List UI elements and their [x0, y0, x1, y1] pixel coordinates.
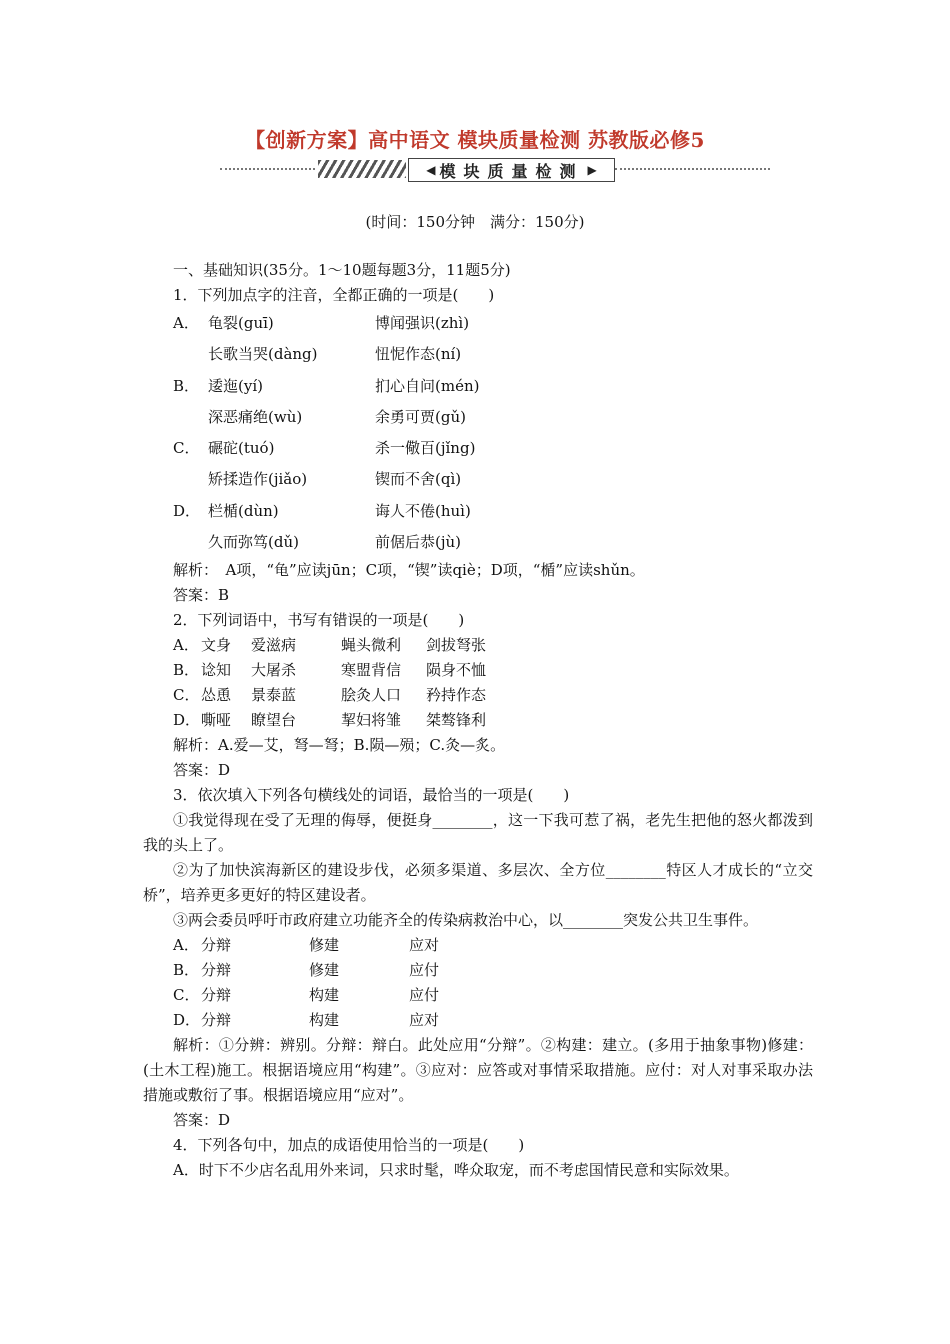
q3-option-a — [143, 933, 813, 958]
q3-word: 修建 — [309, 936, 340, 955]
q4-option-a: A．时下不少店名乱用外来词，只求时髦，哗众取宠，而不考虑国情民意和实际效果。 — [173, 1161, 739, 1180]
q1-option-d-item1: 栏楯(dùn) — [208, 501, 279, 520]
q2-word: 景泰蓝 — [251, 686, 297, 705]
q3-word: 分辩 — [201, 986, 232, 1005]
q2-option-c — [143, 683, 813, 708]
q2-word: 脍灸人口 — [341, 686, 402, 705]
banner-box — [408, 158, 615, 182]
banner-text: 模块质量检测 — [439, 161, 584, 181]
q1-option-c-item3: 矫揉造作(jiǎo) — [208, 470, 308, 489]
q2-option-label: D． — [173, 711, 201, 730]
q3-sentence-3: ③两会委员呼吁市政府建立功能齐全的传染病救治中心，以________突发公共卫生事件。 — [173, 911, 759, 930]
exam-content — [143, 258, 813, 1183]
q3-option-label: C． — [173, 986, 200, 1005]
q1-option-a-label: A． — [173, 314, 199, 332]
q1-option-b — [143, 371, 813, 402]
q3-word: 构建 — [309, 986, 340, 1005]
q3-option-d — [143, 1008, 813, 1033]
q3-word: 构建 — [309, 1011, 340, 1030]
q2-option-label: B． — [173, 661, 200, 680]
q2-stem: 2．下列词语中，书写有错误的一项是( ) — [173, 611, 465, 630]
q1-option-b-item1: 逶迤(yí) — [208, 376, 263, 395]
q1-option-c-item4: 锲而不舍(qì) — [375, 470, 462, 489]
q3-stem: 3．依次填入下列各句横线处的词语，最恰当的一项是( ) — [173, 786, 570, 805]
q1-option-c-item1: 碾砣(tuó) — [208, 439, 275, 458]
q2-word: 桀骜锋利 — [426, 711, 487, 730]
section-heading: 一、基础知识(35分。1～10题每题3分，11题5分) — [173, 261, 511, 279]
document-title: 【创新方案】高中语文 模块质量检测 苏教版必修5 — [245, 128, 705, 152]
q2-word: 爱滋病 — [251, 636, 297, 655]
q2-word: 谂知 — [201, 661, 232, 680]
q2-word: 剑拔弩张 — [426, 636, 487, 655]
q1-option-c-label: C． — [173, 439, 200, 458]
q2-option-b — [143, 658, 813, 683]
q2-word: 大屠杀 — [251, 661, 297, 680]
q1-option-c-cont — [143, 464, 813, 495]
q3-answer: 答案：D — [173, 1111, 231, 1130]
q1-option-a — [143, 308, 813, 339]
q3-word: 应对 — [409, 936, 440, 955]
q2-answer: 答案：D — [173, 761, 231, 780]
dotted-rule-right — [615, 168, 770, 170]
q2-word: 矜持作态 — [426, 686, 487, 705]
q2-word: 陨身不恤 — [426, 661, 487, 680]
q3-sentence-1: ①我觉得现在受了无理的侮辱，便挺身________，这一下我可惹了祸，老先生把他的怒火都泼到我的头上了。 — [143, 811, 813, 855]
q2-word: 怂恿 — [201, 686, 232, 705]
q3-analysis: 解析：①分辨：辨别。分辩：辩白。此处应用“分辩”。②构建：建立。(多用于抽象事物)修建：(土木工程)施工。根据语境应用“构建”。③应对：应答或对事情采取措施。应付：对人对事采取办法措施或敷衍了事。根据语境应用“应对”。 — [143, 1036, 813, 1105]
q1-option-d-cont — [143, 527, 813, 558]
q2-option-label: C． — [173, 686, 200, 705]
q1-option-c — [143, 433, 813, 464]
q1-option-c-item2: 杀一儆百(jǐng) — [375, 439, 476, 458]
q2-analysis: 解析：A.爱—艾，弩—弩；B.陨—殒；C.灸—炙。 — [173, 736, 506, 755]
q3-word: 分辩 — [201, 961, 232, 980]
q2-word: 文身 — [201, 636, 232, 655]
section-banner — [220, 158, 770, 182]
q3-word: 应付 — [409, 961, 440, 980]
q3-word: 应付 — [409, 986, 440, 1005]
q1-option-d-label: D． — [173, 501, 201, 520]
q1-option-d-item2: 诲人不倦(huì) — [375, 501, 471, 520]
q2-word: 嘶哑 — [201, 711, 232, 730]
q1-option-b-item4: 余勇可贾(gǔ) — [375, 407, 466, 426]
exam-time-info: (时间：150分钟 满分：150分) — [365, 213, 585, 231]
q3-sentence-2: ②为了加快滨海新区的建设步伐，必须多渠道、多层次、全方位________特区人才成长的“立交桥”，培养更多更好的特区建设者。 — [143, 861, 813, 905]
q1-answer: 答案：B — [173, 586, 230, 605]
q3-option-label: A． — [173, 936, 199, 955]
q2-word: 寒盟背信 — [341, 661, 402, 680]
q1-option-d — [143, 496, 813, 527]
q1-analysis: 解析： A项，“龟”应读jūn；C项，“锲”读qiè；D项，“楯”应读shǔn。 — [173, 561, 645, 580]
q3-word: 修建 — [309, 961, 340, 980]
q1-option-a-item1: 龟裂(guī) — [208, 314, 274, 332]
dotted-rule-left — [220, 168, 315, 170]
q2-word: 瞭望台 — [251, 711, 297, 730]
q1-option-a-cont — [143, 339, 813, 370]
q2-word: 蝇头微利 — [341, 636, 402, 655]
q1-option-b-cont — [143, 402, 813, 433]
arrow-right-icon: ▶ — [587, 163, 597, 177]
q3-option-b — [143, 958, 813, 983]
decorative-stripes — [318, 160, 406, 178]
q3-option-c — [143, 983, 813, 1008]
q1-option-d-item3: 久而弥笃(dǔ) — [208, 533, 299, 552]
q2-option-label: A． — [173, 636, 199, 655]
q1-option-b-item2: 扪心自问(mén) — [375, 376, 480, 395]
q1-option-b-label: B． — [173, 376, 200, 395]
arrow-left-icon: ◀ — [426, 163, 436, 177]
q1-option-d-item4: 前倨后恭(jù) — [375, 533, 462, 552]
q3-option-label: B． — [173, 961, 200, 980]
q2-option-d — [143, 708, 813, 733]
q1-stem: 1．下列加点字的注音，全都正确的一项是( ) — [173, 286, 495, 304]
q3-word: 分辩 — [201, 1011, 232, 1030]
q1-option-a-item3: 长歌当哭(dàng) — [208, 345, 318, 364]
q1-option-a-item4: 忸怩作态(ní) — [375, 345, 462, 364]
q2-word: 挈妇将雏 — [341, 711, 402, 730]
q3-word: 应对 — [409, 1011, 440, 1030]
q1-option-a-item2: 博闻强识(zhì) — [375, 314, 470, 332]
q3-option-label: D． — [173, 1011, 201, 1030]
q1-option-b-item3: 深恶痛绝(wù) — [208, 407, 303, 426]
q4-stem: 4．下列各句中，加点的成语使用恰当的一项是( ) — [173, 1136, 525, 1155]
q2-option-a — [143, 633, 813, 658]
q3-word: 分辩 — [201, 936, 232, 955]
